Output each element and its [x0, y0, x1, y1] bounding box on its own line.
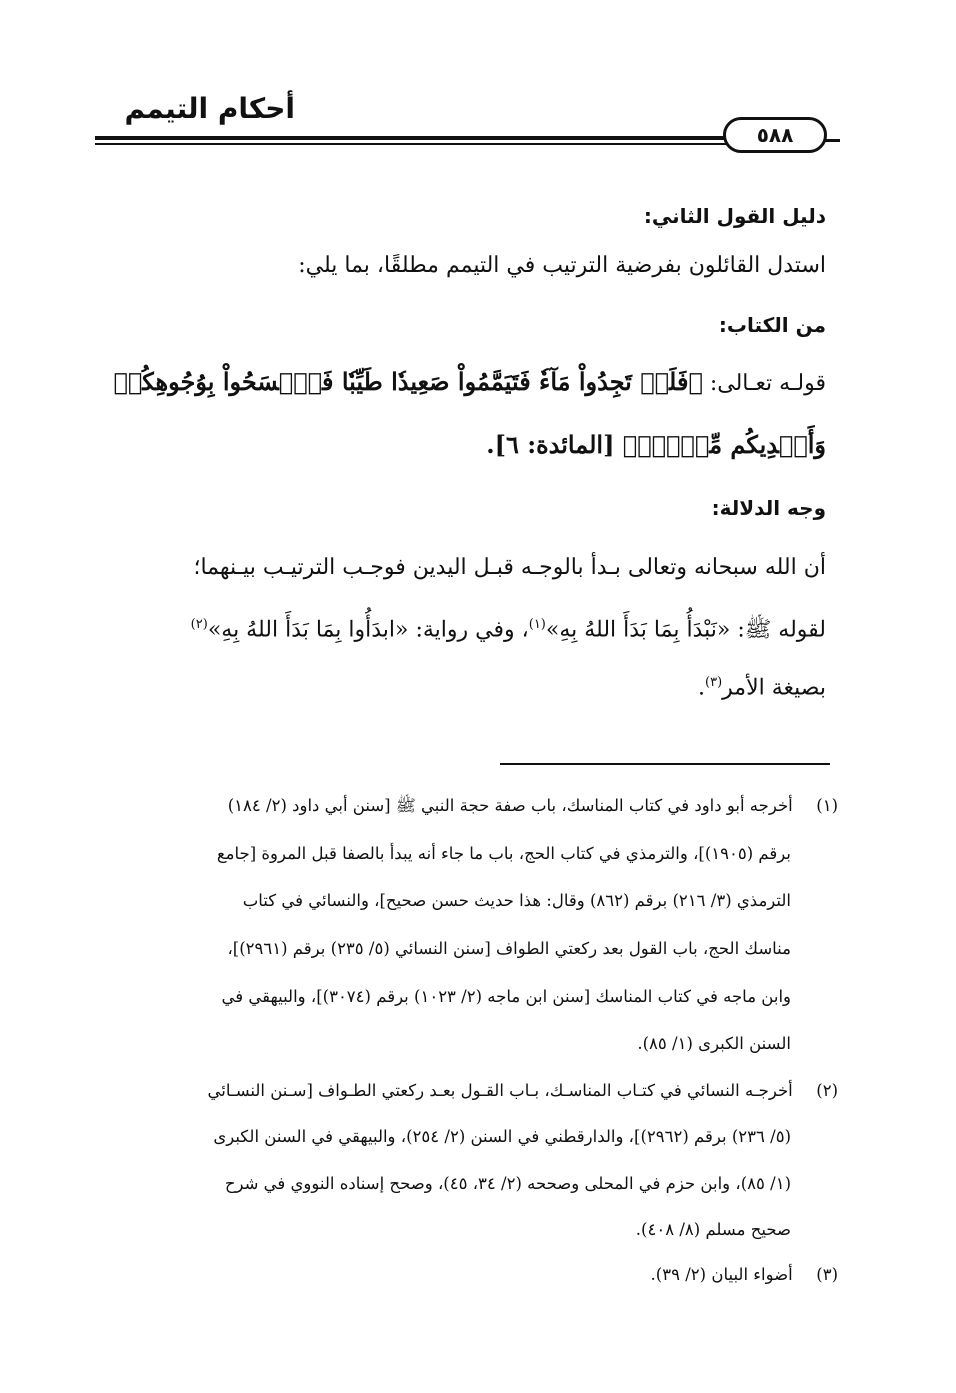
header-rule-thick — [95, 136, 731, 140]
page-number-badge: ٥٨٨ — [723, 117, 827, 153]
quran-verse-part2: وَأَيۡدِيكُم مِّنۡهُۚ﴾ [المائدة: ٦]. — [486, 430, 826, 459]
paragraph-intro: استدل القائلون بفرضية الترتيب في التيمم مطلقًا، بما يلي: — [298, 253, 826, 278]
paragraph-evidence-line1: أن الله سبحانه وتعالى بـدأ بالوجـه قبـل اليدين فوجـب الترتيـب بيـنهما؛ — [193, 555, 826, 580]
footnote-number: (٣) — [816, 1265, 838, 1284]
section-heading-book: من الكتاب: — [718, 313, 826, 337]
hadith-quote-1: لقوله ﷺ: «نَبْدَأُ بِمَا بَدَأَ اللهُ بِهِ» — [545, 617, 826, 643]
section-heading-second-opinion: دليل القول الثاني: — [643, 204, 826, 228]
footnote-2: (٢) أخرجـه النسائي في كتـاب المناسـك، بـاب القـول بعـد ركعتي الطـواف [سـنن النسـائي — [207, 1077, 838, 1105]
footnote-ref-1[interactable]: (١) — [528, 617, 546, 632]
footnote-2-line: (٥/ ٢٣٦) برقم (٢٩٦٢)]، والدارقطني في السنن (٢/ ٢٥٤)، والبيهقي في السنن الكبرى — [213, 1127, 791, 1146]
footnote-separator — [500, 763, 830, 765]
running-header-title: أحكام التيمم — [124, 92, 295, 125]
footnote-ref-3[interactable]: (٣) — [705, 675, 723, 690]
paragraph-evidence-line3: بصيغة الأمر$^{(٣)}$. — [698, 675, 826, 701]
footnote-2-line: صحيح مسلم (٨/ ٤٠٨). — [635, 1220, 791, 1239]
footnote-number: (١) — [816, 796, 838, 815]
hadith-quote-2: ، وفي رواية: «ابدَأُوا بِمَا بَدَأَ اللهُ بِهِ» — [207, 617, 529, 643]
footnote-1-line: برقم (١٩٠٥)]، والترمذي في كتاب الحج، باب ما جاء أنه يبدأ بالصفا قبل المروة [جامع — [216, 844, 791, 863]
footnote-1: (١) أخرجه أبو داود في كتاب المناسك، باب صفة حجة النبي ﷺ [سنن أبي داود (٢/ ١٨٤) — [228, 792, 838, 820]
footnote-ref-2[interactable]: (٢) — [190, 617, 208, 632]
footnote-1-line: مناسك الحج، باب القول بعد ركعتي الطواف [سنن النسائي (٥/ ٢٣٥) برقم (٢٩٦١)]، — [227, 939, 791, 958]
footnote-1-line: السنن الكبرى (١/ ٨٥). — [637, 1034, 791, 1053]
header-rule-thin — [95, 143, 731, 145]
quran-verse-part1: ﴿فَلَمۡ تَجِدُواْ مَآءٗ فَتَيَمَّمُواْ صَعِيدٗا طَيِّبٗا فَٱمۡسَحُواْ بِوُجُوهِكُمۡ — [113, 367, 703, 396]
footnote-1-line: وابن ماجه في كتاب المناسك [سنن ابن ماجه (٢/ ١٠٢٣) برقم (٣٠٧٤)]، والبيهقي في — [221, 987, 791, 1006]
footnote-1-line: الترمذي (٣/ ٢١٦) برقم (٨٦٢) وقال: هذا حديث حسن صحيح]، والنسائي في كتاب — [242, 891, 791, 910]
verse-line-1 — [113, 362, 826, 404]
paragraph-evidence-line2 — [191, 605, 826, 650]
footnote-3: (٣) أضواء البيان (٢/ ٣٩). — [651, 1261, 838, 1289]
verse-intro: قولـه تعـالى: — [709, 371, 826, 396]
footnote-2-line: (١/ ٨٥)، وابن حزم في المحلى وصححه (٢/ ٣٤، ٤٥)، وصحح إسناده النووي في شرح — [224, 1174, 791, 1193]
verse-line-2 — [486, 425, 826, 467]
footnote-number: (٢) — [816, 1081, 838, 1100]
section-heading-evidence: وجه الدلالة: — [711, 496, 826, 520]
